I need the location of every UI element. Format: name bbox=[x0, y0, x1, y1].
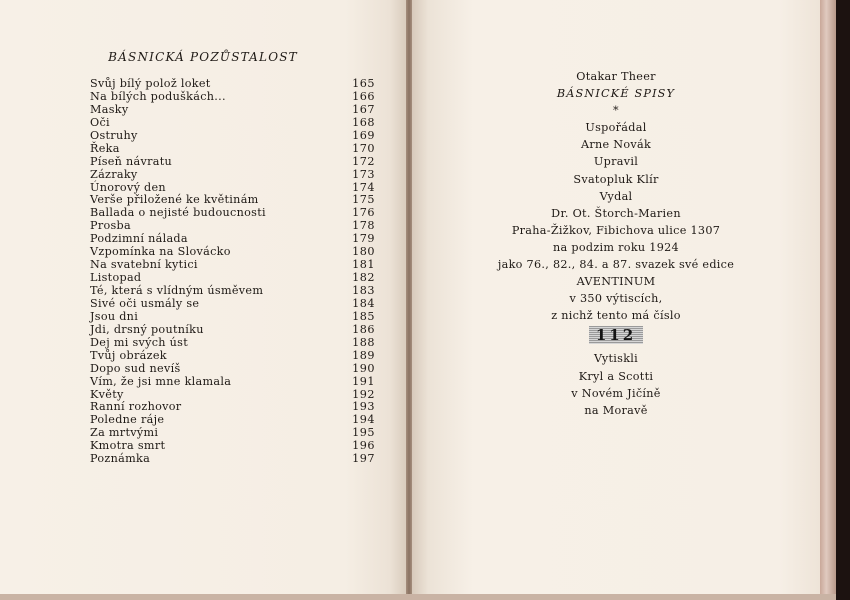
edited-by: Svatopluk Klír bbox=[573, 172, 659, 186]
toc-entry-title: Na svatební kytici bbox=[90, 258, 198, 272]
toc-entry-page: 175 bbox=[352, 193, 375, 207]
toc-entry-page: 167 bbox=[352, 102, 375, 116]
toc-entry-page: 173 bbox=[352, 167, 375, 181]
copies-count: v 350 výtiscích, bbox=[569, 292, 663, 306]
arranged-label: Uspořádal bbox=[585, 121, 647, 135]
toc-entry-title: Dopo sud nevíš bbox=[90, 361, 181, 375]
toc-entry-title: Únorový den bbox=[90, 180, 166, 194]
toc-entry-title: Masky bbox=[90, 102, 129, 116]
toc-entry bbox=[90, 130, 375, 143]
toc-entry-page: 169 bbox=[352, 128, 375, 142]
toc-entry bbox=[90, 337, 375, 350]
toc-entry-page: 174 bbox=[352, 180, 375, 194]
toc-entry-page: 197 bbox=[352, 452, 375, 466]
toc-entry-title: Ostruhy bbox=[90, 128, 138, 142]
toc-entry-title: Jsou dni bbox=[90, 309, 139, 323]
toc-entry-page: 168 bbox=[352, 115, 375, 129]
toc-entry bbox=[90, 453, 375, 466]
toc-entry-page: 176 bbox=[352, 206, 375, 220]
toc-entry bbox=[90, 311, 375, 324]
toc-entry-page: 181 bbox=[352, 258, 375, 272]
toc-entry bbox=[90, 376, 375, 389]
toc-entry bbox=[90, 298, 375, 311]
toc-entry bbox=[90, 117, 375, 130]
edition-volumes: jako 76., 82., 84. a 87. svazek své edice bbox=[497, 258, 735, 272]
edited-label: Upravil bbox=[593, 155, 639, 169]
toc-entry-title: Dej mi svých úst bbox=[90, 335, 189, 349]
toc-entry bbox=[90, 169, 375, 182]
toc-entry-title: Za mrtvými bbox=[90, 426, 159, 440]
toc-entry-title: Na bílých poduškách... bbox=[90, 89, 226, 103]
toc-entry-page: 170 bbox=[352, 141, 375, 155]
background-edge bbox=[836, 0, 850, 600]
published-label: Vydal bbox=[599, 189, 633, 203]
toc-entry-title: Kmotra smrt bbox=[90, 439, 166, 453]
toc-entry bbox=[90, 143, 375, 156]
toc-entry-title: Ranní rozhovor bbox=[90, 400, 182, 414]
toc-entry-title: Sivé oči usmály se bbox=[90, 296, 200, 310]
toc-entry bbox=[90, 363, 375, 376]
toc-entry-title: Řeka bbox=[90, 141, 120, 155]
toc-entry-page: 186 bbox=[352, 322, 375, 336]
toc-entry-title: Tvůj obrázek bbox=[90, 348, 167, 362]
author-name: Otakar Theer bbox=[576, 70, 656, 83]
edition-name: AVENTINUM bbox=[576, 275, 656, 289]
toc-entry-page: 178 bbox=[352, 219, 375, 233]
toc-entry-page: 172 bbox=[352, 154, 375, 168]
toc-entry-page: 180 bbox=[352, 245, 375, 259]
table-of-contents bbox=[90, 78, 375, 466]
toc-entry-title: Prosba bbox=[90, 219, 131, 233]
toc-entry-title: Listopad bbox=[90, 271, 142, 285]
toc-entry-page: 192 bbox=[352, 387, 375, 401]
toc-entry-title: Vím, že jsi mne klamala bbox=[90, 374, 232, 388]
toc-entry-title: Jdi, drsný poutníku bbox=[90, 322, 204, 336]
publication-date: na podzim roku 1924 bbox=[553, 240, 679, 254]
toc-entry-title: Ballada o nejisté budoucnosti bbox=[90, 206, 266, 220]
toc-entry-page: 184 bbox=[352, 296, 375, 310]
toc-entry-page: 189 bbox=[352, 348, 375, 362]
toc-entry-page: 165 bbox=[352, 77, 375, 90]
toc-entry-title: Té, která s vlídným úsměvem bbox=[90, 284, 264, 297]
toc-entry-title: Zázraky bbox=[90, 167, 138, 181]
printer-city: v Novém Jičíně bbox=[571, 386, 661, 400]
copy-number-label: z nichž tento má číslo bbox=[551, 309, 681, 323]
toc-entry bbox=[90, 91, 375, 104]
toc-entry-page: 185 bbox=[352, 309, 375, 323]
toc-entry bbox=[90, 78, 375, 91]
toc-entry-page: 195 bbox=[352, 426, 375, 440]
toc-entry-title: Podzimní nálada bbox=[90, 232, 188, 246]
toc-entry-title: Svůj bílý polož loket bbox=[90, 77, 211, 90]
toc-entry-page: 166 bbox=[352, 89, 375, 103]
toc-entry bbox=[90, 350, 375, 363]
toc-entry bbox=[90, 207, 375, 220]
printed-label: Vytiskli bbox=[593, 352, 639, 366]
toc-entry-page: 179 bbox=[352, 232, 375, 246]
toc-entry-page: 196 bbox=[352, 439, 375, 453]
arranged-by: Arne Novák bbox=[580, 138, 652, 152]
copy-number-stamp: 112 bbox=[589, 326, 643, 344]
printer-region: na Moravě bbox=[584, 403, 648, 417]
toc-entry bbox=[90, 104, 375, 117]
toc-entry-page: 191 bbox=[352, 374, 375, 388]
series-title: BÁSNICKÉ SPISY bbox=[556, 87, 676, 101]
page-edges bbox=[820, 0, 836, 600]
bottom-page-edge bbox=[0, 594, 836, 600]
publisher-name: Dr. Ot. Štorch-Marien bbox=[551, 206, 681, 220]
toc-entry-page: 188 bbox=[352, 335, 375, 349]
toc-entry-title: Oči bbox=[90, 115, 110, 129]
publisher-address: Praha-Žižkov, Fibichova ulice 1307 bbox=[511, 223, 721, 237]
toc-entry-title: Poledne ráje bbox=[90, 413, 165, 427]
toc-entry bbox=[90, 156, 375, 169]
colophon bbox=[412, 68, 820, 419]
printer-name: Kryl a Scotti bbox=[578, 369, 654, 383]
toc-entry-page: 194 bbox=[352, 413, 375, 427]
toc-entry bbox=[90, 285, 375, 298]
toc-entry-title: Píseň návratu bbox=[90, 154, 173, 168]
toc-entry-title: Verše přiložené ke květinám bbox=[90, 193, 259, 207]
toc-entry-title: Květy bbox=[90, 387, 124, 401]
section-title: BÁSNICKÁ POZŮSTALOST bbox=[108, 50, 298, 64]
toc-entry-title: Poznámka bbox=[90, 452, 151, 466]
toc-entry bbox=[90, 324, 375, 337]
toc-entry-title: Vzpomínka na Slovácko bbox=[90, 245, 231, 259]
toc-entry-page: 190 bbox=[352, 361, 375, 375]
toc-entry-page: 193 bbox=[352, 400, 375, 414]
asterisk-ornament: * bbox=[613, 104, 619, 118]
toc-entry-page: 182 bbox=[352, 271, 375, 285]
toc-entry-page: 183 bbox=[352, 284, 375, 297]
